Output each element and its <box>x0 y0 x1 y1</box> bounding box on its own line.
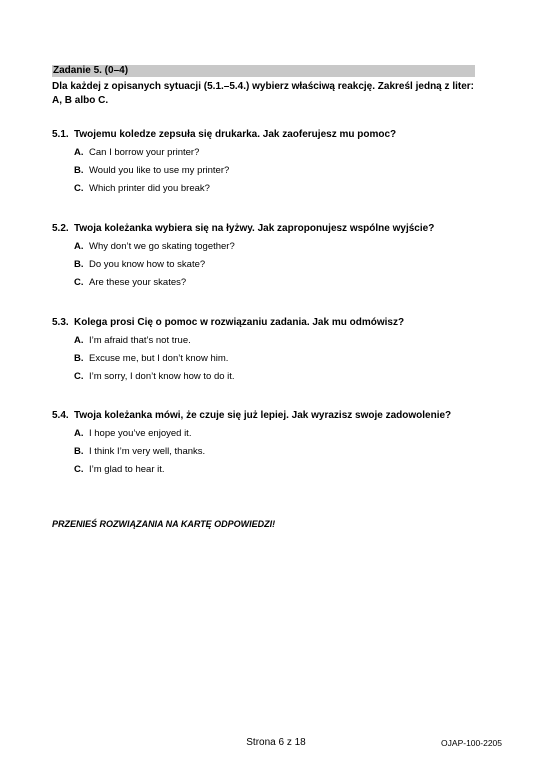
page-number: Strona 6 z 18 <box>246 737 306 748</box>
option-c[interactable] <box>52 277 492 295</box>
option-letter: B. <box>74 165 84 176</box>
option-a[interactable] <box>52 147 492 165</box>
option-a[interactable] <box>52 241 492 259</box>
transfer-note: PRZENIEŚ ROZWIĄZANIA NA KARTĘ ODPOWIEDZI! <box>52 519 276 529</box>
option-text: Can I borrow your printer? <box>89 147 200 158</box>
option-text: Would you like to use my printer? <box>89 165 230 176</box>
option-b[interactable] <box>52 165 492 183</box>
question-5-3 <box>52 317 492 389</box>
option-letter: A. <box>74 335 84 346</box>
option-letter: C. <box>74 183 84 194</box>
option-letter: A. <box>74 428 84 439</box>
question-5-2 <box>52 223 492 295</box>
option-text: Excuse me, but I don’t know him. <box>89 353 229 364</box>
question-title <box>52 410 492 428</box>
option-c[interactable] <box>52 464 492 482</box>
option-text: Which printer did you break? <box>89 183 210 194</box>
option-text: I’m afraid that’s not true. <box>89 335 191 346</box>
question-title <box>52 317 492 335</box>
question-number: 5.4. <box>52 410 69 421</box>
option-letter: C. <box>74 464 84 475</box>
question-5-1 <box>52 129 492 201</box>
task-header: Zadanie 5. (0–4) <box>52 65 475 77</box>
option-b[interactable] <box>52 259 492 277</box>
option-letter: B. <box>74 353 84 364</box>
option-a[interactable] <box>52 428 492 446</box>
option-text: Are these your skates? <box>89 277 187 288</box>
option-letter: A. <box>74 241 84 252</box>
question-title <box>52 129 492 147</box>
question-number: 5.1. <box>52 129 69 140</box>
question-number: 5.3. <box>52 317 69 328</box>
option-a[interactable] <box>52 335 492 353</box>
question-text: Twoja koleżanka mówi, że czuje się już lepiej. Jak wyrazisz swoje zadowolenie? <box>74 410 452 421</box>
option-c[interactable] <box>52 371 492 389</box>
question-5-4 <box>52 410 492 482</box>
option-letter: A. <box>74 147 84 158</box>
option-text: I’m glad to hear it. <box>89 464 165 475</box>
option-letter: B. <box>74 446 84 457</box>
option-b[interactable] <box>52 446 492 464</box>
option-letter: C. <box>74 371 84 382</box>
question-text: Kolega prosi Cię o pomoc w rozwiązaniu zadania. Jak mu odmówisz? <box>74 317 405 328</box>
question-text: Twojemu koledze zepsuła się drukarka. Jak zaoferujesz mu pomoc? <box>74 129 397 140</box>
option-text: Why don’t we go skating together? <box>89 241 235 252</box>
document-code: OJAP-100-2205 <box>441 738 502 748</box>
option-letter: B. <box>74 259 84 270</box>
option-text: I hope you’ve enjoyed it. <box>89 428 192 439</box>
option-text: I think I’m very well, thanks. <box>89 446 206 457</box>
option-c[interactable] <box>52 183 492 201</box>
option-letter: C. <box>74 277 84 288</box>
question-title <box>52 223 492 241</box>
option-b[interactable] <box>52 353 492 371</box>
option-text: I’m sorry, I don’t know how to do it. <box>89 371 235 382</box>
question-number: 5.2. <box>52 223 69 234</box>
question-text: Twoja koleżanka wybiera się na łyżwy. Jak zaproponujesz wspólne wyjście? <box>74 223 435 234</box>
task-instruction: Dla każdej z opisanych sytuacji (5.1.–5.4.) wybierz właściwą reakcję. Zakreśl jedną z liter: A, B albo C. <box>52 81 474 106</box>
option-text: Do you know how to skate? <box>89 259 206 270</box>
